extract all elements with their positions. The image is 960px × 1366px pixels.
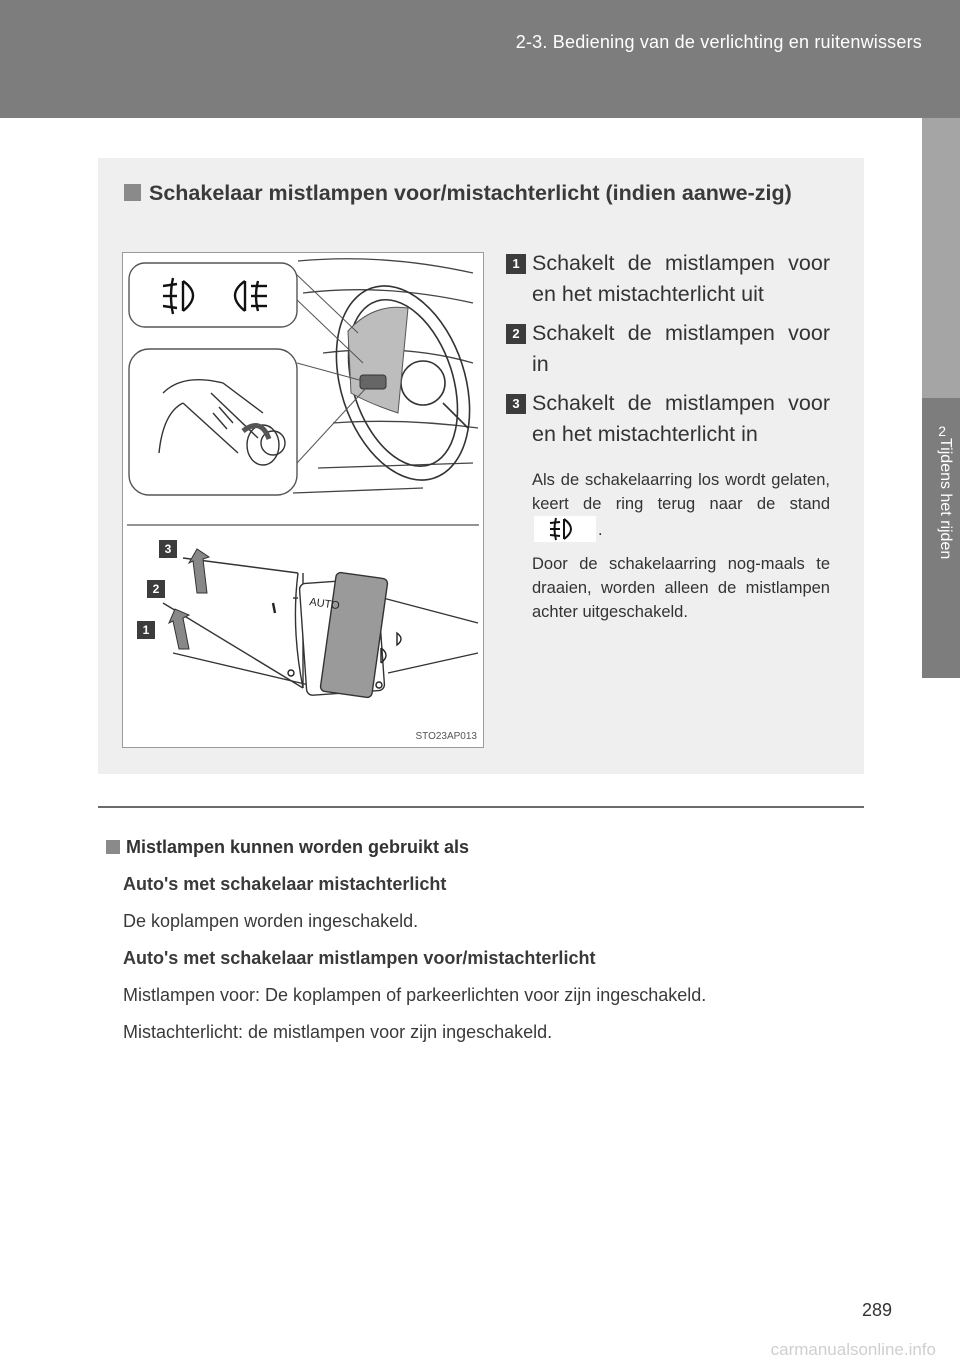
callout-3: 3 bbox=[164, 542, 172, 556]
usage-heading-text: Mistlampen kunnen worden gebruikt als bbox=[126, 837, 470, 857]
chapter-label: Tijdens het rijden bbox=[937, 438, 954, 560]
step-badge: 3 bbox=[506, 394, 526, 414]
callout-1: 1 bbox=[142, 623, 150, 637]
bullet-square-icon bbox=[106, 840, 120, 854]
step-badge: 1 bbox=[506, 254, 526, 274]
illustration-code: STO23AP013 bbox=[415, 731, 477, 742]
usage-line: Auto's met schakelaar mistlampen voor/mistachterlicht bbox=[123, 948, 596, 968]
usage-heading bbox=[106, 833, 866, 861]
note-release-text: Als de schakelaarring los wordt gelaten, keert de ring terug naar de stand bbox=[532, 471, 830, 513]
usage-line: Mistachterlicht: de mistlampen voor zijn ingeschakeld. bbox=[123, 1022, 553, 1042]
step-badge: 2 bbox=[506, 324, 526, 344]
section-title-text: Schakelaar mistlampen voor/mistachterlicht (indien aanwe-zig) bbox=[149, 181, 792, 205]
chapter-tab-top bbox=[922, 118, 960, 398]
illustration-drawing bbox=[123, 253, 483, 747]
usage-line: De koplampen worden ingeschakeld. bbox=[123, 911, 419, 931]
usage-line: Auto's met schakelaar mistachterlicht bbox=[123, 874, 447, 894]
page-header bbox=[0, 0, 960, 118]
step-item bbox=[506, 248, 830, 310]
step-list bbox=[506, 248, 830, 624]
header-title: 2-3. Bediening van de verlichting en ruitenwissers bbox=[515, 32, 922, 52]
step-text: Schakelt de mistlampen voor en het mistachterlicht uit bbox=[532, 251, 830, 306]
switch-illustration bbox=[122, 252, 484, 748]
usage-info bbox=[106, 833, 866, 1046]
arrow-icon bbox=[169, 549, 209, 649]
front-fog-icon bbox=[534, 516, 596, 542]
page-number: 289 bbox=[861, 1300, 892, 1320]
section-divider bbox=[98, 806, 864, 808]
watermark: carmanualsonline.info bbox=[770, 1340, 936, 1359]
chapter-number: 2 bbox=[938, 423, 946, 439]
chapter-tab bbox=[922, 118, 960, 678]
note-release bbox=[532, 468, 830, 542]
bullet-square-icon bbox=[124, 184, 141, 201]
step-item bbox=[506, 388, 830, 450]
usage-line: Mistlampen voor: De koplampen of parkeerlichten voor zijn ingeschakeld. bbox=[123, 985, 707, 1005]
step-item bbox=[506, 318, 830, 380]
note-rotate: Door de schakelaarring nog-maals te draaien, worden alleen de mistlampen achter uitgeschakeld. bbox=[532, 555, 830, 621]
step-text: Schakelt de mistlampen voor en het mistachterlicht in bbox=[532, 391, 830, 446]
callout-2: 2 bbox=[152, 582, 160, 596]
section-box bbox=[98, 158, 864, 774]
auto-label: AUTO bbox=[308, 596, 341, 613]
note-release-end: . bbox=[598, 521, 603, 539]
section-title bbox=[124, 176, 834, 210]
step-text: Schakelt de mistlampen voor in bbox=[532, 321, 830, 376]
